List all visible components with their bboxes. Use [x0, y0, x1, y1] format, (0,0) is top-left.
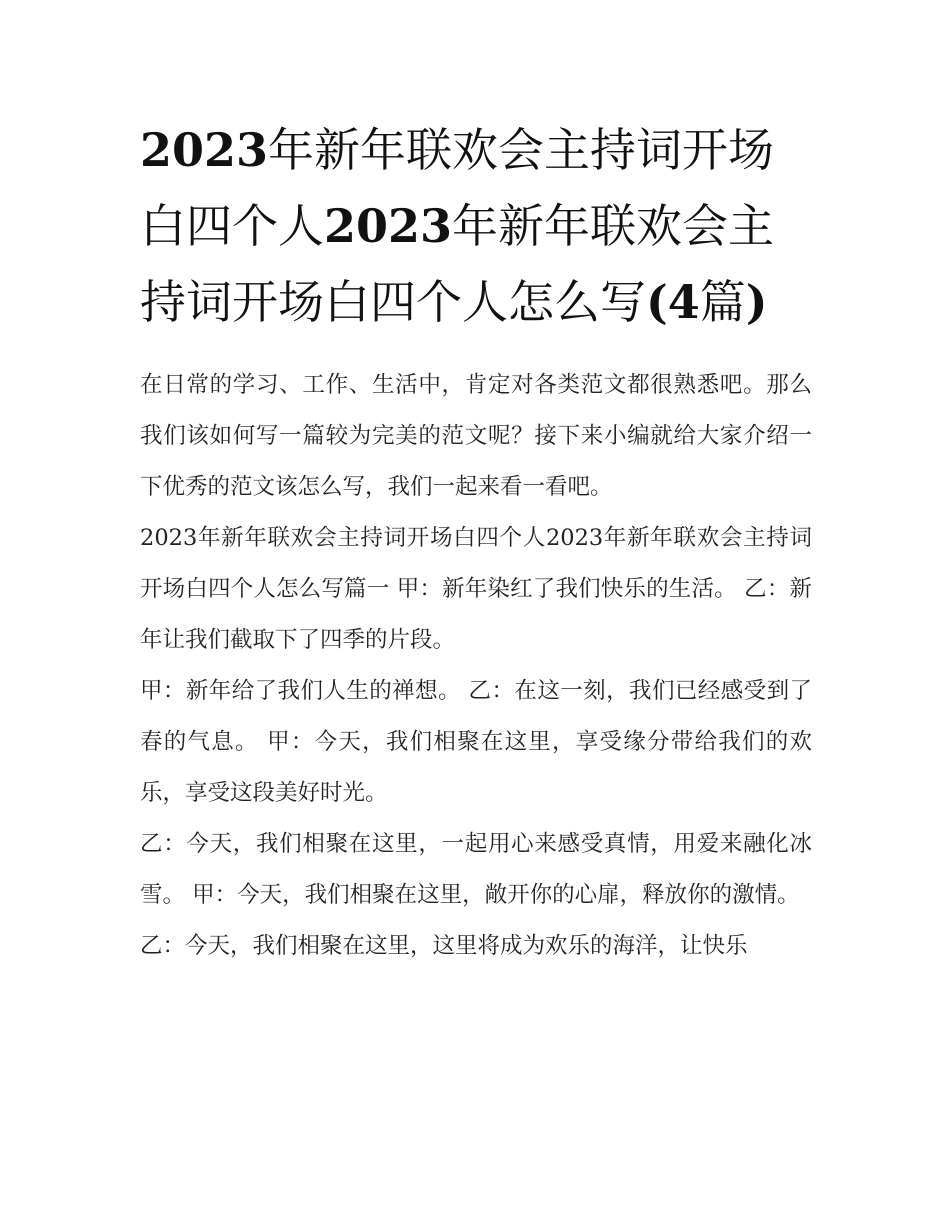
document-body — [140, 360, 812, 972]
document-content — [140, 112, 812, 972]
paragraph-intro: 在日常的学习、工作、生活中，肯定对各类范文都很熟悉吧。那么我们该如何写一篇较为完美的范文呢？接下来小编就给大家介绍一下优秀的范文该怎么写，我们一起来看一看吧。 — [140, 372, 812, 500]
title-part: (4 — [646, 275, 700, 329]
paragraph: 乙：今天，我们相聚在这里，一起用心来感受真情，用爱来融化冰雪。 甲：今天，我们相聚在这里，敞开你的心扉，释放你的激情。 — [140, 831, 812, 908]
title-part: 篇 — [699, 275, 746, 329]
document-title — [140, 112, 812, 340]
paragraph: 乙：今天，我们相聚在这里，这里将成为欢乐的海洋，让快乐 — [140, 933, 748, 959]
title-part: 年新年联欢会主持词开场白四个人 — [140, 123, 775, 253]
title-part: 2023 — [140, 123, 269, 177]
title-part: 2023 — [324, 199, 453, 253]
paragraph: 2023年新年联欢会主持词开场白四个人2023年新年联欢会主持词开场白四个人怎么写篇一 甲：新年染红了我们快乐的生活。 乙：新年让我们截取下了四季的片段。 — [140, 525, 812, 653]
title-part: 年新年联欢会主持词开场白四个人怎么写 — [140, 199, 775, 329]
paragraph: 甲：新年给了我们人生的禅想。 乙：在这一刻，我们已经感受到了春的气息。 甲：今天，我们相聚在这里，享受缘分带给我们的欢乐，享受这段美好时光。 — [140, 678, 812, 806]
title-part: ) — [745, 275, 768, 329]
